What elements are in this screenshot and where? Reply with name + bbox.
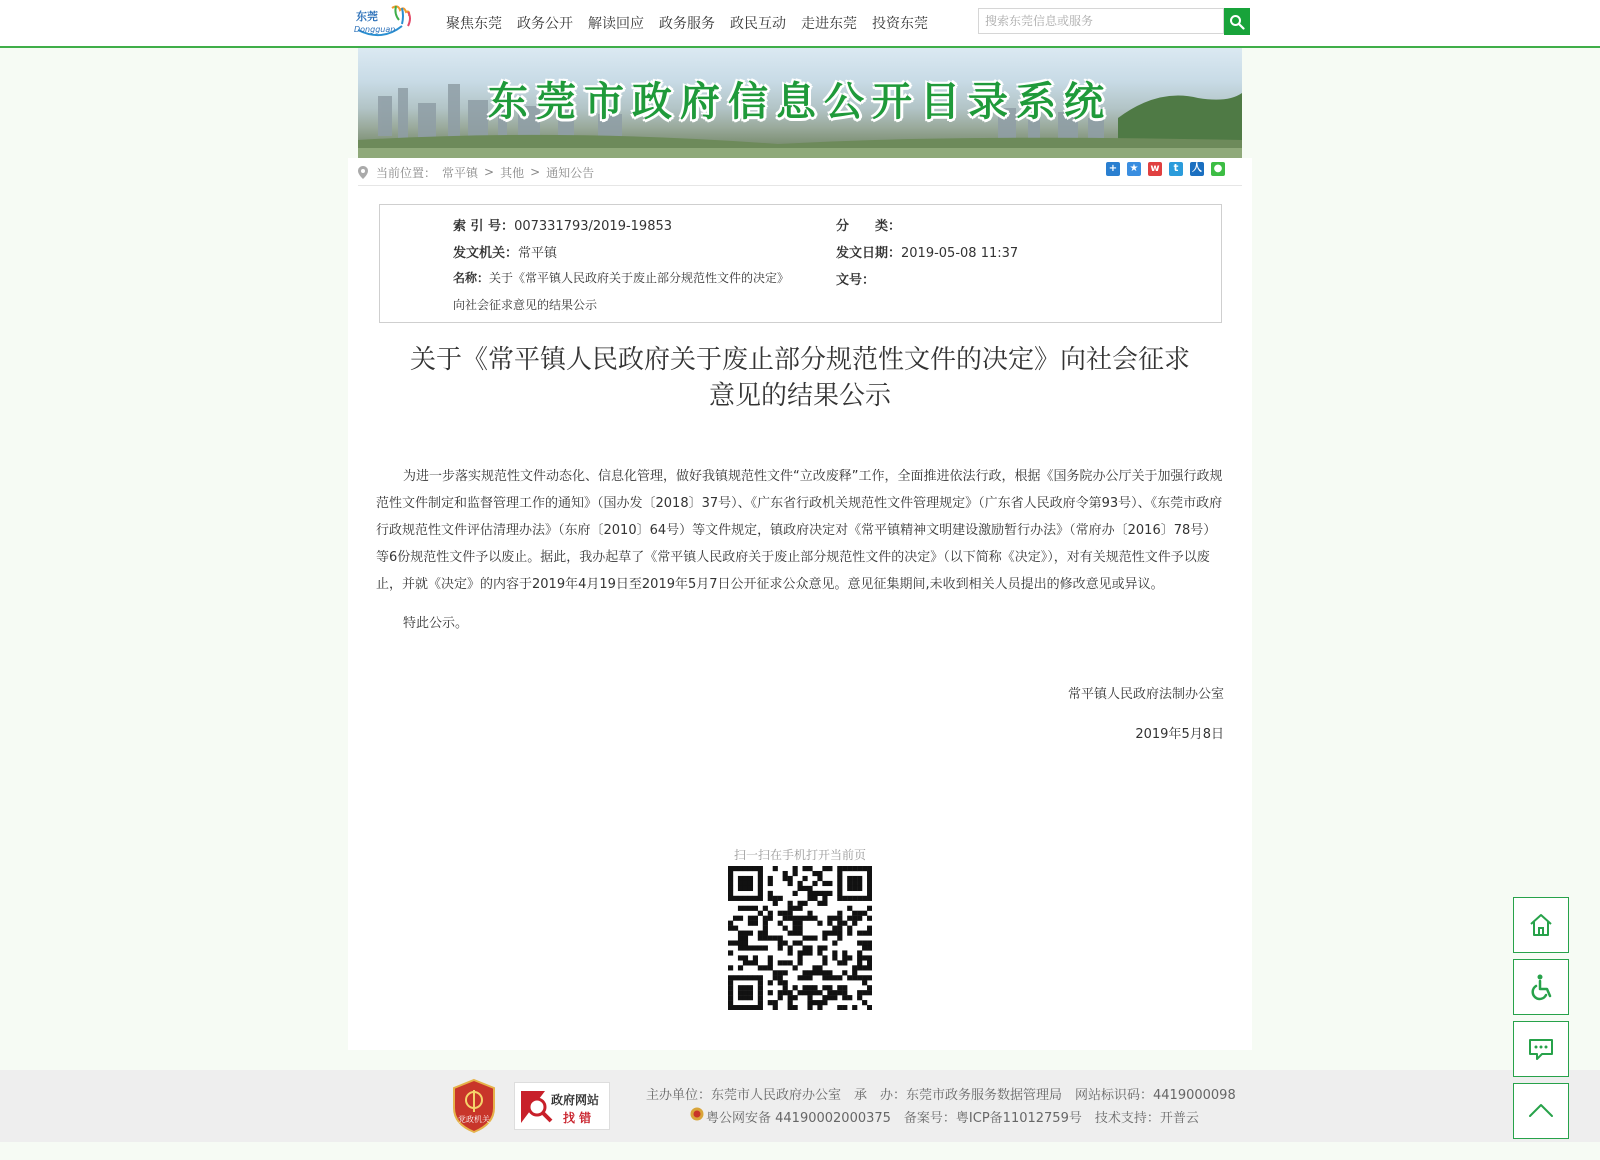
meta-date-value: 2019-05-08 11:37	[901, 246, 1019, 261]
meta-issuer-label: 发文机关：	[453, 246, 519, 261]
breadcrumb	[358, 162, 594, 182]
top-navigation-bar	[0, 0, 1600, 48]
meta-index-value: 007331793/2019-19853	[514, 219, 673, 234]
meta-date-label: 发文日期：	[836, 246, 902, 261]
share-tencent-weibo-icon[interactable]: t	[1169, 162, 1183, 176]
meta-index-label: 索 引 号：	[453, 219, 515, 234]
meta-name-label: 名称：	[453, 271, 490, 285]
svg-text:东莞: 东莞	[356, 10, 378, 23]
main-nav	[446, 0, 943, 46]
home-icon	[1527, 911, 1555, 939]
magnifier-icon	[519, 1087, 555, 1127]
footer-record-line: 粤公网安备 44190002000375 备案号：粤ICP备11012759号 技术支持：开普云	[706, 1111, 1199, 1126]
footer	[0, 1070, 1600, 1142]
article-paragraph: 为进一步落实规范性文件动态化、信息化管理，做好我镇规范性文件“立改废释”工作，全面推进依法行政，根据《国务院办公厅关于加强行政规范性文件制定和监督管理工作的通知》（国办发〔2018〕37号）、《广东省行政机关规范性文件管理规定》（广东省人民政府令第93号）、《东莞市政府行政规范性文件评估清理办法》（东府〔2010〕64号）等文件规定，镇政府决定对《常平镇精神文明建设激励暂行办法》（常府办〔2016〕78号）等6份规范性文件予以废止。据此，我办起草了《常平镇人民政府关于废止部分规范性文件的决定》（以下简称《决定》），对有关规范性文件予以废止，并就《决定》的内容于2019年4月19日至2019年5月7日公开征求公众意见。意见征集期间,未收到相关人员提出的修改意见或异议。	[376, 469, 1223, 592]
share-more-icon[interactable]: +	[1106, 162, 1120, 176]
nav-item-gov-services[interactable]: 政务服务	[659, 16, 715, 32]
article-title-line2: 意见的结果公示	[708, 381, 891, 411]
police-badge-icon	[690, 1107, 704, 1121]
accessibility-button[interactable]	[1513, 959, 1569, 1015]
home-button[interactable]	[1513, 897, 1569, 953]
divider	[358, 185, 1242, 186]
party-gov-badge-text: 党政机关	[458, 1115, 490, 1124]
search-button[interactable]	[1224, 8, 1250, 35]
qr-code	[728, 866, 872, 1014]
meta-issuer-value: 常平镇	[518, 246, 558, 261]
share-renren-icon[interactable]: 人	[1192, 163, 1202, 174]
breadcrumb-item-notices[interactable]: 通知公告	[546, 165, 595, 180]
footer-sponsor-line: 主办单位：东莞市人民政府办公室 承 办：东莞市政务服务数据管理局 网站标识码：4419000098	[646, 1088, 1236, 1103]
article-body	[376, 463, 1224, 637]
search-icon	[1229, 14, 1245, 30]
gov-site-error-report-badge[interactable]	[514, 1082, 610, 1130]
chat-bubble-icon	[1527, 1035, 1555, 1063]
feedback-button[interactable]	[1513, 1021, 1569, 1077]
location-pin-icon	[358, 166, 368, 179]
nav-item-about-dongguan[interactable]: 走进东莞	[801, 16, 857, 32]
meta-docno-label: 文号：	[836, 273, 876, 288]
meta-name-continued: 向社会征求意见的结果公示	[453, 298, 598, 312]
wheelchair-icon	[1527, 973, 1555, 1001]
banner	[358, 48, 1242, 158]
party-gov-badge[interactable]	[450, 1078, 498, 1134]
floating-toolbar	[1513, 897, 1569, 1145]
badge-line2: 找 错	[563, 1111, 592, 1125]
chevron-up-icon	[1527, 1097, 1555, 1125]
nav-item-invest[interactable]: 投资东莞	[872, 16, 928, 32]
breadcrumb-separator: >	[530, 165, 541, 179]
dongguan-logo[interactable]	[352, 2, 422, 42]
meta-index	[453, 215, 672, 234]
badge-line1: 政府网站	[551, 1093, 600, 1107]
qr-label: 扫一扫在手机打开当前页	[733, 848, 866, 862]
banner-title: 东莞市政府信息公开目录系统	[488, 78, 1112, 125]
meta-category-label: 分 类：	[836, 219, 902, 234]
article-paragraph: 特此公示。	[403, 616, 469, 631]
article-title	[380, 342, 1220, 414]
meta-issuer	[453, 242, 557, 261]
meta-name-value: 关于《常平镇人民政府关于废止部分规范性文件的决定》	[489, 271, 790, 285]
breadcrumb-separator: >	[484, 165, 495, 179]
share-toolbar	[1106, 162, 1232, 176]
article-signature: 常平镇人民政府法制办公室	[1067, 687, 1224, 702]
article-title-line1: 关于《常平镇人民政府关于废止部分规范性文件的决定》向社会征求	[409, 345, 1190, 375]
nav-item-focus[interactable]: 聚焦东莞	[446, 16, 502, 32]
nav-item-gov-affairs-open[interactable]: 政务公开	[517, 16, 573, 32]
breadcrumb-label: 当前位置：	[376, 165, 437, 180]
breadcrumb-item-changping[interactable]: 常平镇	[442, 165, 479, 180]
meta-name	[453, 269, 789, 286]
share-wechat-icon[interactable]: ●	[1211, 162, 1225, 176]
article-sign-date: 2019年5月8日	[1135, 727, 1224, 742]
svg-text:Dongguan: Dongguan	[354, 25, 396, 34]
nav-item-interaction[interactable]: 政民互动	[730, 16, 786, 32]
back-to-top-button[interactable]	[1513, 1083, 1569, 1139]
nav-item-interpretation[interactable]: 解读回应	[588, 16, 644, 32]
share-weibo-icon[interactable]: w	[1148, 162, 1162, 176]
search-input[interactable]	[978, 8, 1224, 34]
share-qzone-icon[interactable]: ★	[1127, 162, 1141, 176]
meta-docno	[836, 269, 875, 288]
breadcrumb-item-other[interactable]: 其他	[500, 165, 525, 180]
meta-category	[836, 215, 901, 234]
document-meta-box	[379, 204, 1222, 323]
meta-date	[836, 242, 1018, 261]
